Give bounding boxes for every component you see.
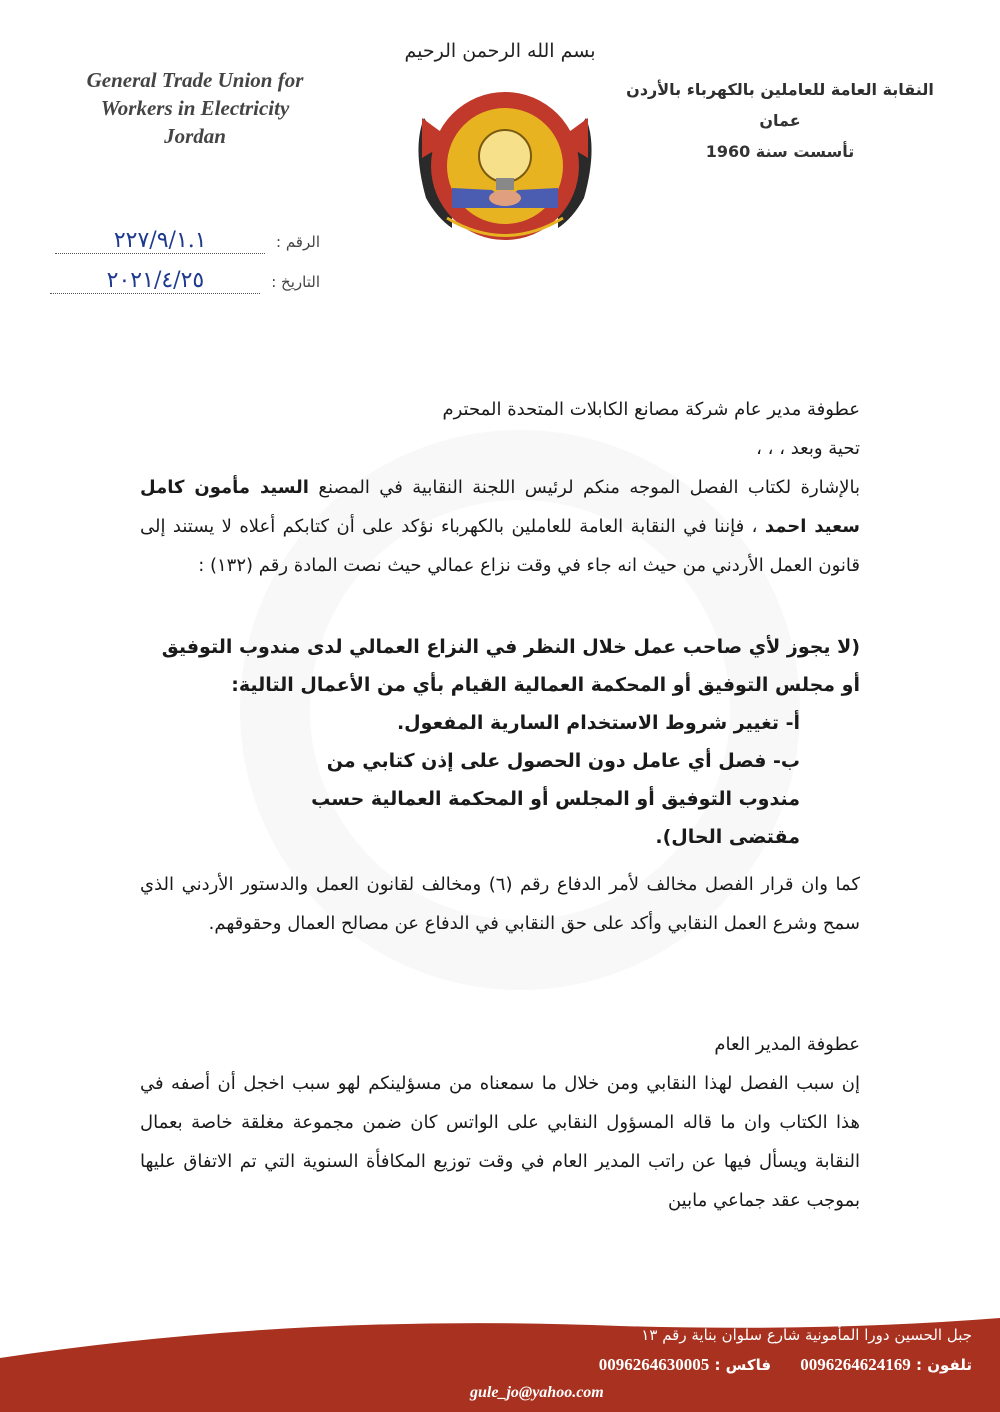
ref-value: ٢٢٧/٩/١.١ — [55, 228, 265, 254]
basmala: بسم الله الرحمن الرحيم — [404, 40, 596, 62]
header-en-line1: General Trade Union for — [86, 68, 304, 92]
header-en-line2: Workers in Electricity — [100, 96, 290, 120]
paragraph-2: كما وان قرار الفصل مخالف لأمر الدفاع رقم (٦) ومخالف لقانون العمل والدستور الأردني الذي سمح وشرع العمل النقابي وأكد على حق النقابي في الدفاع عن مصالح العمال وحقوقهم. — [140, 874, 860, 934]
footer-address: جبل الحسين دورا المأمونية شارع سلوان بناية رقم ١٣ — [641, 1326, 972, 1344]
paragraph-1-intro: بالإشارة لكتاب الفصل الموجه منكم لرئيس اللجنة النقابية في المصنع — [318, 477, 860, 498]
addressee: عطوفة مدير عام شركة مصانع الكابلات المتحدة المحترم — [442, 399, 860, 420]
footer-phone: 0096264624169 — [800, 1355, 911, 1374]
date-label: التاريخ : — [271, 273, 320, 291]
law-quote-item-b: ب- فصل أي عامل دون الحصول على إذن كتابي من مندوب التوفيق أو المجلس أو المحكمة العمالية حسب مقتضى الحال). — [311, 750, 800, 848]
ref-number-row — [55, 228, 320, 254]
date-row — [50, 268, 320, 294]
salutation-general-manager: عطوفة المدير العام — [714, 1034, 860, 1055]
footer-email[interactable]: gule_jo@yahoo.com — [470, 1384, 604, 1401]
paragraph-3: إن سبب الفصل لهذا النقابي ومن خلال ما سمعناه من مسؤلينكم لهو سبب اخجل أن أصفه في هذا الكتاب وان ما قاله المسؤول النقابي على الواتس كان ضمن مجموعة مغلقة خاصة بعمال النقابة ويسأل فيها عن راتب المدير العام في وقت توزيع المكافأة السنوية التي تم الاتفاق عليها بموجب عقد جماعي مابين — [140, 1073, 860, 1211]
header-ar-union-name: النقابة العامة للعاملين بالكهرباء بالأردن — [626, 80, 934, 99]
law-quote-intro: (لا يجوز لأي صاحب عمل خلال النظر في النزاع العمالي لدى مندوب التوفيق أو مجلس التوفيق أو المحكمة العمالية القيام بأي من الأعمال التالية: — [161, 636, 860, 696]
paragraph-1 — [140, 468, 860, 585]
ref-label: الرقم : — [276, 233, 320, 251]
header-english — [40, 66, 350, 150]
law-quote-item-a: أ- تغيير شروط الاستخدام السارية المفعول. — [396, 712, 800, 734]
header-ar-founded: تأسست سنة 1960 — [705, 142, 855, 161]
header-en-line3: Jordan — [164, 124, 226, 148]
law-quote — [140, 628, 860, 856]
footer-phone-label: تلفون : — [916, 1356, 972, 1374]
date-value: ٢٠٢١/٤/٢٥ — [50, 268, 260, 294]
paragraph-1-body: ، فإننا في النقابة العامة للعاملين بالكهرباء نؤكد على أن كتابكم أعلاه لا يستند إلى قانون العمل الأردني من حيث انه جاء في وقت نزاع عمالي حيث نصت المادة رقم (١٣٢) : — [140, 516, 860, 576]
header-arabic — [590, 74, 970, 167]
dismissed-member-name: السيد مأمون كامل سعيد احمد — [140, 477, 860, 537]
footer-fax: 0096264630005 — [598, 1355, 710, 1374]
union-emblem-logo — [412, 78, 598, 258]
header-ar-city: عمان — [759, 111, 801, 130]
greeting: تحية وبعد ، ، ، — [756, 438, 860, 459]
footer-fax-label: فاكس : — [714, 1356, 772, 1374]
footer-contacts — [452, 1355, 972, 1375]
